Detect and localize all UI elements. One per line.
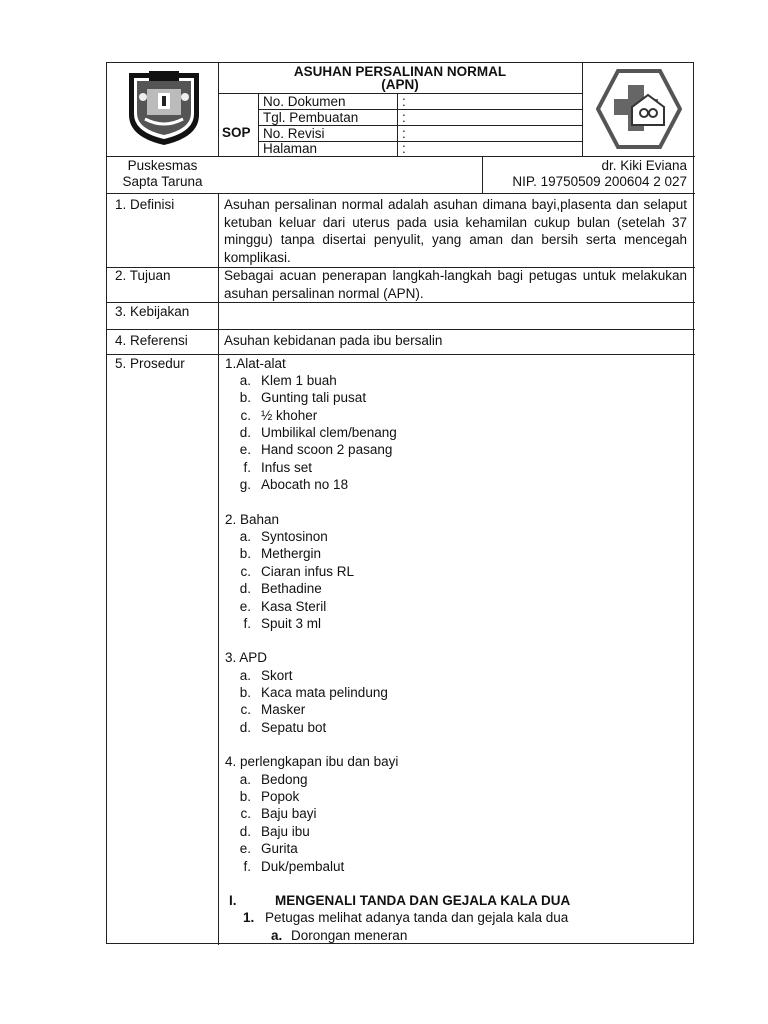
org-unit: Sapta Taruna — [122, 174, 203, 189]
stage-heading-mark: I. — [229, 893, 237, 908]
signer-nip: NIP. 19750509 200604 2 027 — [512, 174, 687, 189]
rule — [258, 93, 259, 156]
field-value-pembuatan: : — [402, 110, 406, 125]
label-tujuan: 2. Tujuan — [115, 268, 171, 283]
field-label-halaman: Halaman — [263, 141, 318, 156]
rule — [107, 354, 695, 355]
list-item: e. Gurita — [239, 841, 298, 856]
list-item: c. Ciaran infus RL — [240, 564, 355, 579]
list-item: c. Baju bayi — [240, 806, 317, 821]
list-item: a. Klem 1 buah — [239, 373, 337, 388]
list-item: f. Duk/pembalut — [243, 859, 345, 874]
label-referensi: 4. Referensi — [115, 333, 188, 348]
rule — [582, 63, 583, 156]
label-kebijakan: 3. Kebijakan — [115, 304, 190, 319]
document-title: ASUHAN PERSALINAN NORMAL — [293, 64, 507, 79]
list-item: b. Methergin — [239, 546, 322, 561]
list-item: e. Kasa Steril — [239, 599, 327, 614]
referensi-text: Asuhan kebidanan pada ibu bersalin — [224, 333, 443, 348]
list-item: d. Baju ibu — [239, 824, 310, 839]
rule — [107, 302, 695, 303]
substep-mark: a. — [271, 928, 283, 943]
group-title: 3. APD — [225, 650, 268, 665]
field-label-revisi: No. Revisi — [263, 126, 325, 141]
list-item: c. Masker — [240, 702, 306, 717]
puskesmas-logo-icon — [596, 67, 682, 151]
step-mark: 1. — [243, 910, 255, 925]
label-prosedur: 5. Prosedur — [115, 356, 185, 371]
field-value-halaman: : — [402, 141, 406, 156]
list-item: b. Popok — [239, 789, 300, 804]
sop-label: SOP — [222, 125, 251, 140]
field-value-dokumen: : — [402, 94, 406, 109]
label-definisi: 1. Definisi — [115, 197, 175, 212]
field-value-revisi: : — [402, 126, 406, 141]
list-item: f. Spuit 3 ml — [243, 616, 322, 631]
field-label-dokumen: No. Dokumen — [263, 94, 346, 109]
rule — [218, 193, 219, 945]
regional-emblem-icon — [125, 67, 203, 147]
list-item: a. Bedong — [239, 772, 308, 787]
rule — [107, 193, 695, 194]
stage-heading: MENGENALI TANDA DAN GEJALA KALA DUA — [275, 893, 571, 908]
list-item: c. ½ khoher — [240, 408, 318, 423]
list-item: a. Syntosinon — [239, 529, 328, 544]
list-item: b. Kaca mata pelindung — [239, 685, 388, 700]
group-title: 4. perlengkapan ibu dan bayi — [225, 754, 399, 769]
group-title: 1.Alat-alat — [225, 356, 286, 371]
list-item: e. Hand scoon 2 pasang — [239, 442, 393, 457]
signer-name: dr. Kiki Eviana — [601, 158, 687, 173]
group-title: 2. Bahan — [225, 512, 280, 527]
list-item: a. Skort — [239, 668, 293, 683]
tujuan-text: Sebagai acuan penerapan langkah-langkah bagi petugas untuk melakukan asuhan persalinan normal (APN). — [224, 268, 687, 301]
substep-text: Dorongan meneran — [291, 928, 408, 943]
org-name: Puskesmas — [127, 158, 198, 173]
sop-document — [106, 62, 694, 944]
list-item: d. Umbilikal clem/benang — [239, 425, 397, 440]
list-item: f. Infus set — [243, 460, 313, 475]
document-title-abbr: (APN) — [381, 77, 419, 92]
list-item: g. Abocath no 18 — [239, 477, 349, 492]
rule — [107, 329, 695, 330]
rule — [397, 93, 398, 156]
field-label-pembuatan: Tgl. Pembuatan — [263, 110, 359, 125]
definisi-text: Asuhan persalinan normal adalah asuhan dimana bayi,plasenta dan selaput ketuban keluar dari uterus pada usia kehamilan cukup bulan (setelah 37 minggu) tanpa disertai penyulit, yang aman dan bersih serta mencegah komplikasi. — [224, 197, 687, 265]
step-text: Petugas melihat adanya tanda dan gejala kala dua — [265, 910, 569, 925]
list-item: d. Sepatu bot — [239, 720, 327, 735]
list-item: b. Gunting tali pusat — [239, 390, 367, 405]
list-item: d. Bethadine — [239, 581, 322, 596]
